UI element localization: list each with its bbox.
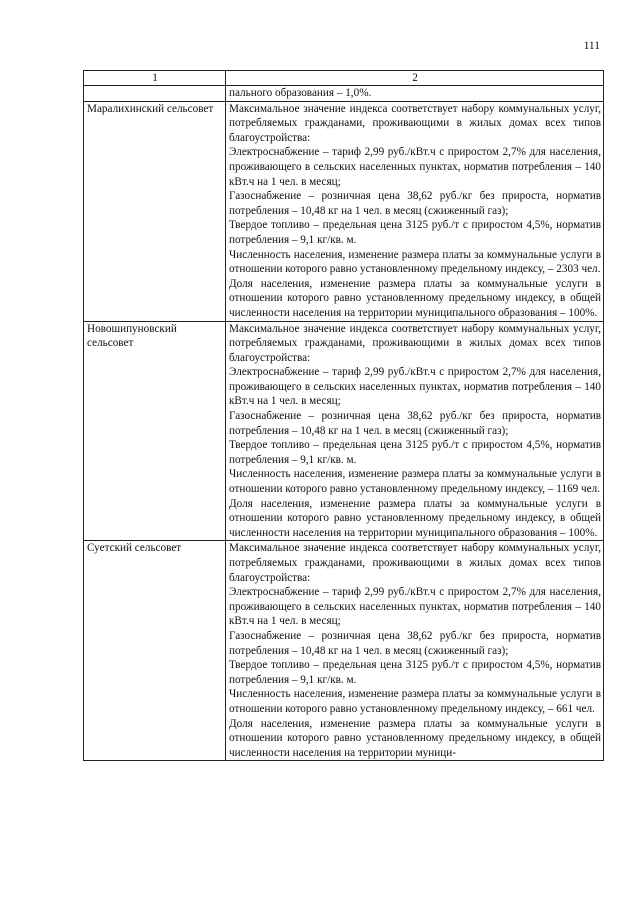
paragraph: Численность населения, изменение размера платы за коммунальные услуги в отношении которого равно установленному предельному индексу, – 661 чел. [229,688,601,715]
paragraph: Твердое топливо – предельная цена 3125 руб./т с приростом 4,5%, норматив потребления – 9,1 кг/кв. м. [229,439,601,466]
paragraph: Электроснабжение – тариф 2,99 руб./кВт.ч с приростом 2,7% для населения, проживающего в сельских населенных пунктах, норматив потребления – 140 кВт.ч на 1 чел. в месяц; [229,366,601,408]
page-number: 111 [583,40,600,52]
settlement-name [84,86,226,102]
paragraph: Электроснабжение – тариф 2,99 руб./кВт.ч с приростом 2,7% для населения, проживающего в сельских населенных пунктах, норматив потребления – 140 кВт.ч на 1 чел. в месяц; [229,586,601,628]
paragraph: Газоснабжение – розничная цена 38,62 руб./кг без прироста, норматив потребления – 10,48 кг на 1 чел. в месяц (сжиженный газ); [229,190,601,217]
paragraph: Численность населения, изменение размера платы за коммунальные услуги в отношении которого равно установленному предельному индексу, – 2303 чел. [229,248,601,276]
paragraph: Доля населения, изменение размера платы за коммунальные услуги в отношении которого равно установленному предельному индексу, в общей численности населения на территории муници- [229,717,601,759]
paragraph: Доля населения, изменение размера платы за коммунальные услуги в отношении которого равно установленному предельному индексу, в общей численности населения на территории муниципального образования – 100%. [229,277,601,319]
paragraph: Численность населения, изменение размера платы за коммунальные услуги в отношении которого равно установленному предельному индексу, – 1169 чел. [229,468,601,496]
paragraph: Максимальное значение индекса соответствует набору коммунальных услуг, потребляемых гражданами, проживающими в жилых домах всех типов благоустройства: [229,322,601,364]
paragraph: Газоснабжение – розничная цена 38,62 руб./кг без прироста, норматив потребления – 10,48 кг на 1 чел. в месяц (сжиженный газ); [229,410,601,437]
row-description [226,321,604,541]
row-description [226,541,604,761]
paragraph: пального образования – 1,0%. [229,87,372,99]
row-description [226,86,604,102]
paragraph: Твердое топливо – предельная цена 3125 руб./т с приростом 4,5%, норматив потребления – 9,1 кг/кв. м. [229,219,601,246]
paragraph: Максимальное значение индекса соответствует набору коммунальных услуг, потребляемых гражданами, проживающими в жилых домах всех типов благоустройства: [229,102,601,144]
row-description [226,101,604,321]
paragraph: Электроснабжение – тариф 2,99 руб./кВт.ч с приростом 2,7% для населения, проживающего в сельских населенных пунктах, норматив потребления – 140 кВт.ч на 1 чел. в месяц; [229,146,601,188]
settlement-name: Маралихинский сельсовет [84,101,226,321]
settlements-table [83,70,604,761]
table-row [84,86,604,102]
table-row [84,101,604,321]
column-header-1: 1 [84,71,226,86]
table-row [84,541,604,761]
paragraph: Максимальное значение индекса соответствует набору коммунальных услуг, потребляемых гражданами, проживающими в жилых домах всех типов благоустройства: [229,542,601,584]
settlement-name: Суетский сельсовет [84,541,226,761]
column-header-2: 2 [226,71,604,86]
paragraph: Доля населения, изменение размера платы за коммунальные услуги в отношении которого равно установленному предельному индексу, в общей численности населения на территории муниципального образования – 100%. [229,497,601,539]
paragraph: Твердое топливо – предельная цена 3125 руб./т с приростом 4,5%, норматив потребления – 9,1 кг/кв. м. [229,659,601,686]
settlement-name: Новошипуновский сельсовет [84,321,226,541]
table-row [84,321,604,541]
table-header-row [84,71,604,86]
paragraph: Газоснабжение – розничная цена 38,62 руб./кг без прироста, норматив потребления – 10,48 кг на 1 чел. в месяц (сжиженный газ); [229,629,601,657]
